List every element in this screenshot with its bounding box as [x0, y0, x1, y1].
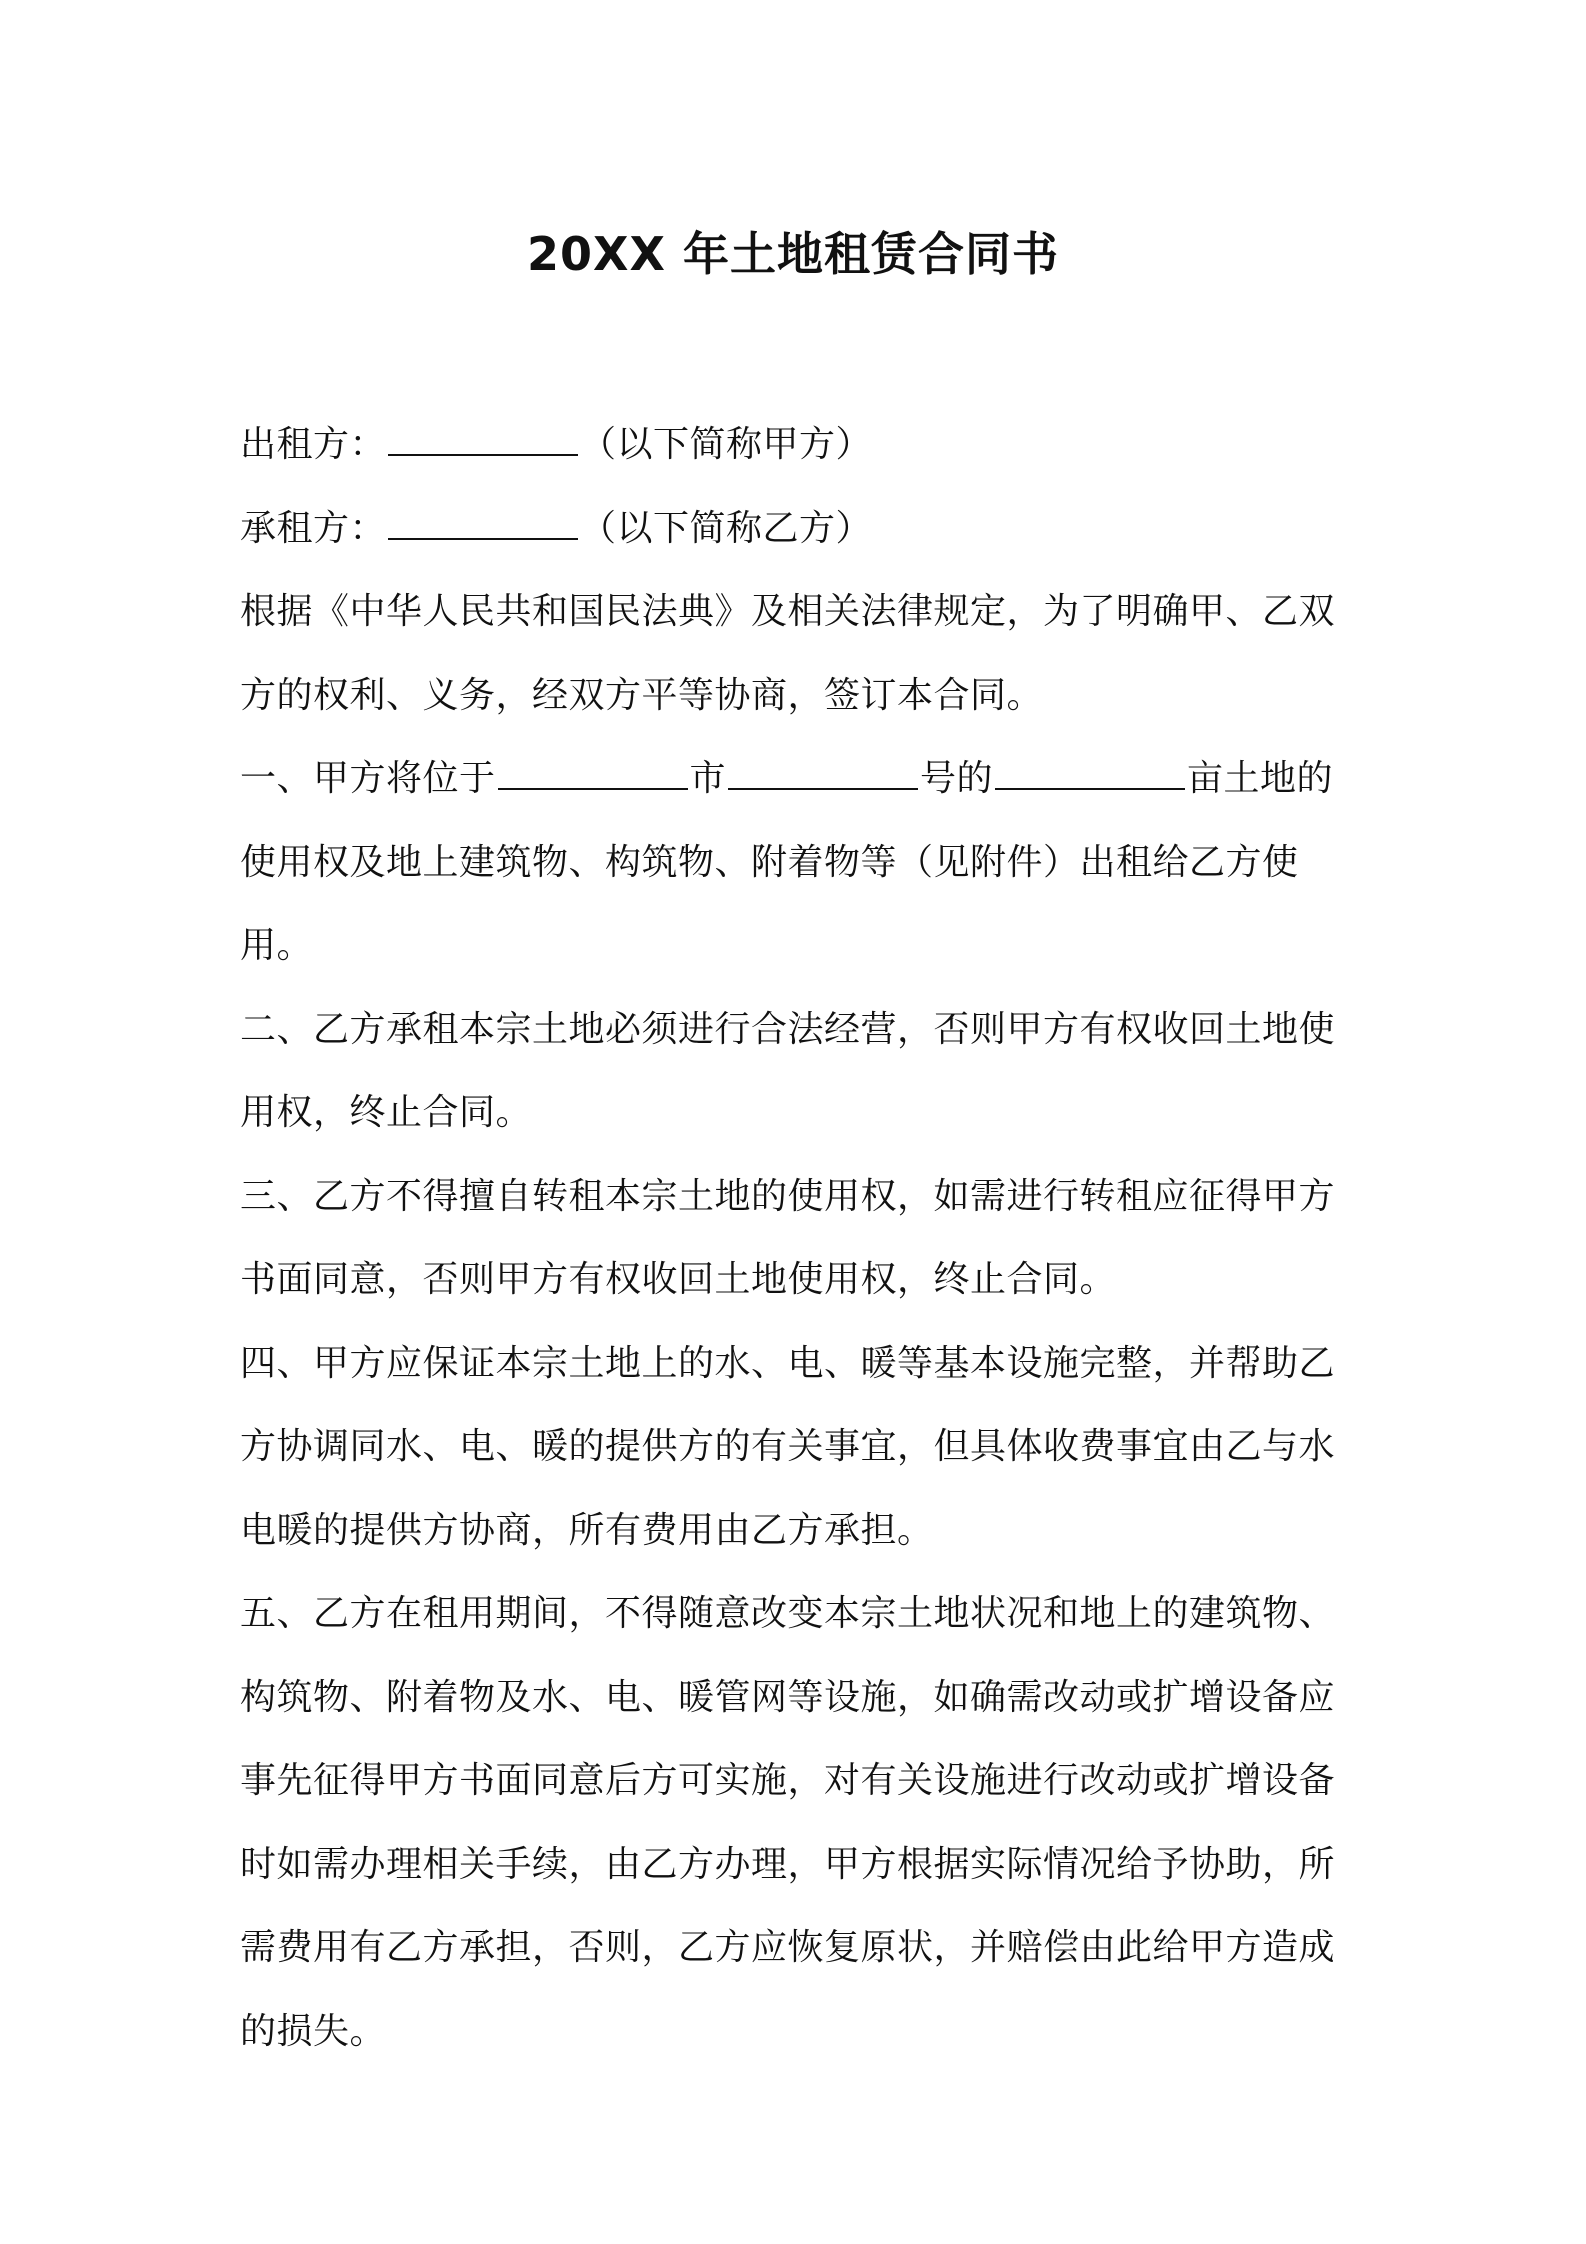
clause-1-text-c: 号的 [920, 758, 994, 799]
lessee-line [240, 487, 1355, 571]
clause-4: 四、甲方应保证本宗土地上的水、电、暖等基本设施完整，并帮助乙方协调同水、电、暖的提供方的有关事宜，但具体收费事宜由乙与水电暖的提供方协商，所有费用由乙方承担。 [240, 1342, 1336, 1551]
clause-1-text-a: 一、甲方将位于 [240, 758, 496, 799]
clause-1-text-d: 亩土地的使用权及地上建筑物、构筑物、附着物等（见附件）出租给乙方使用。 [240, 758, 1334, 966]
document-title: 20XX 年土地租赁合同书 [527, 227, 1059, 281]
lessee-name-blank [388, 512, 578, 540]
clause-3: 三、乙方不得擅自转租本宗土地的使用权，如需进行转租应征得甲方书面同意，否则甲方有权收回土地使用权，终止合同。 [240, 1175, 1336, 1300]
address-number-blank [728, 762, 918, 790]
lessor-name-blank [388, 428, 578, 456]
document-body [240, 403, 1355, 2073]
preamble-paragraph: 根据《中华人民共和国民法典》及相关法律规定，为了明确甲、乙双方的权利、义务，经双方平等协商，签订本合同。 [240, 591, 1336, 716]
lessor-line [240, 403, 1355, 487]
lessee-label: 承租方： [240, 507, 387, 549]
clause-1 [240, 737, 1355, 988]
location-blank [498, 762, 688, 790]
clause-5: 五、乙方在租用期间，不得随意改变本宗土地状况和地上的建筑物、构筑物、附着物及水、电、暖管网等设施，如确需改动或扩增设备应事先征得甲方书面同意后方可实施，对有关设施进行改动或扩增设备时如需办理相关手续，由乙方办理，甲方根据实际情况给予协助，所需费用有乙方承担，否则，乙方应恢复原状，并赔偿由此给甲方造成的损失。 [240, 1593, 1336, 2052]
lessor-label: 出租方： [240, 424, 387, 465]
clause-2: 二、乙方承租本宗土地必须进行合法经营，否则甲方有权收回土地使用权，终止合同。 [240, 1008, 1336, 1133]
acreage-blank [995, 762, 1185, 790]
lessor-suffix: （以下简称甲方） [580, 424, 873, 465]
clause-1-text-b: 市 [689, 758, 727, 799]
lessee-suffix: （以下简称乙方） [580, 507, 873, 549]
